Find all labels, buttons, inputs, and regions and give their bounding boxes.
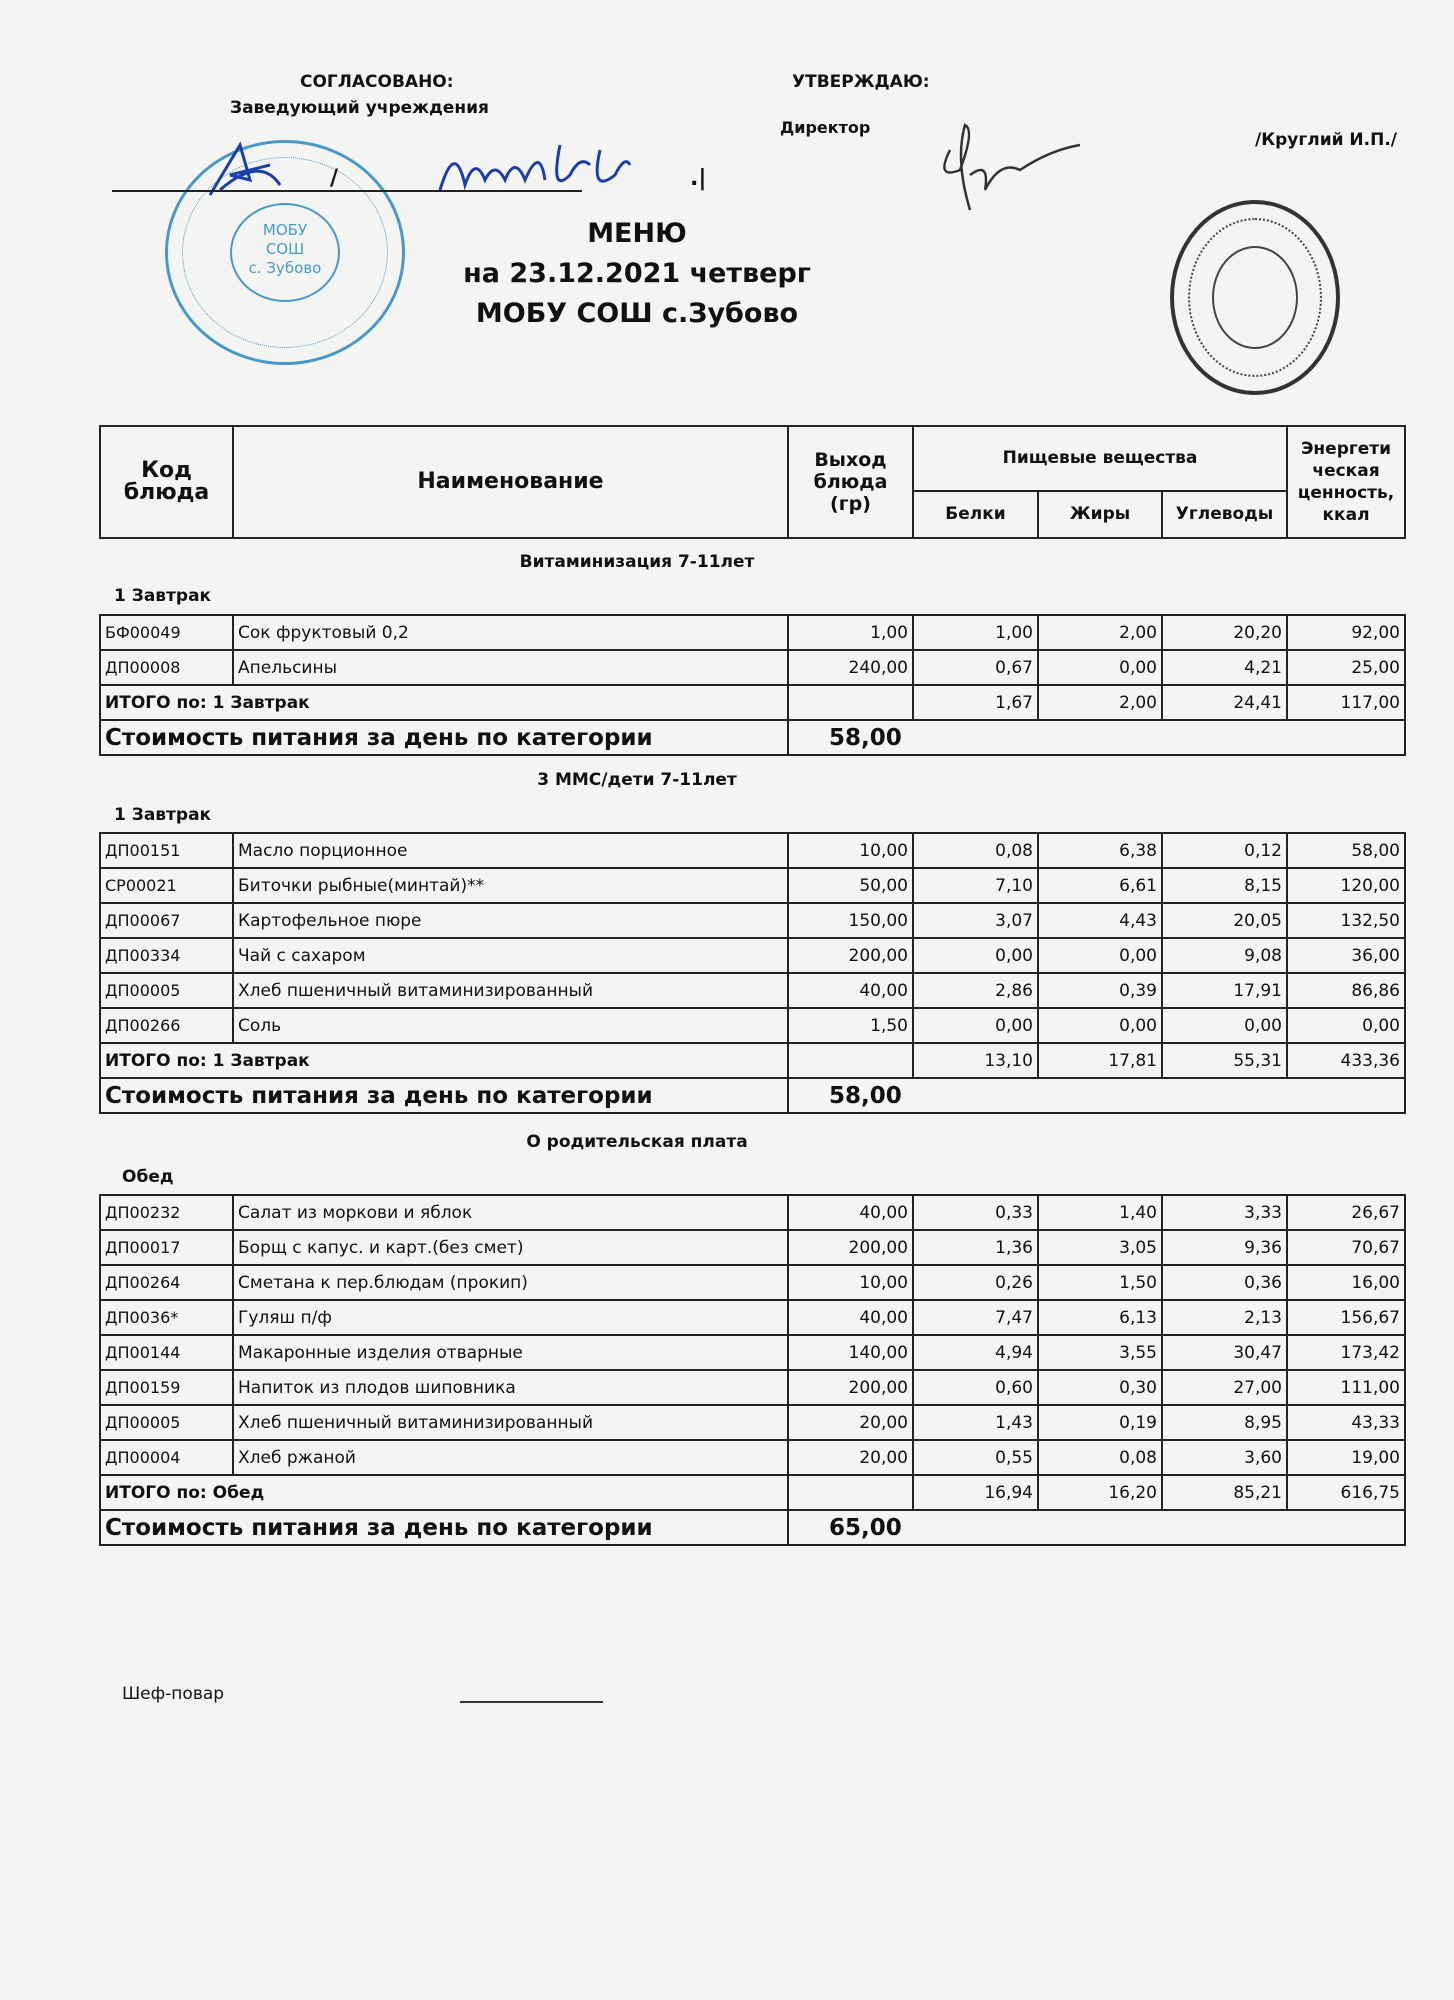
total-label: ИТОГО по: 1 Завтрак <box>100 685 788 720</box>
table-row <box>100 1008 1405 1043</box>
section-title: О родительская плата <box>526 1132 748 1152</box>
table-row <box>100 903 1405 938</box>
cell-fat: 1,50 <box>1038 1265 1162 1300</box>
cell-energy: 70,67 <box>1287 1230 1405 1265</box>
cell-code: ДП00005 <box>100 1405 233 1440</box>
stamp-line2: СОШ <box>265 240 305 258</box>
cell-fat: 1,40 <box>1038 1195 1162 1230</box>
header-fat: Жиры <box>1038 491 1162 538</box>
cell-name: Хлеб пшеничный витаминизированный <box>233 1405 788 1440</box>
cell-fat: 6,13 <box>1038 1300 1162 1335</box>
cost-value: 58,00 <box>788 720 1405 755</box>
cell-carbs: 3,60 <box>1162 1440 1287 1475</box>
meal-label: Обед <box>122 1167 174 1187</box>
cell-fat: 3,05 <box>1038 1230 1162 1265</box>
header-name: Наименование <box>233 426 788 538</box>
cell-name: Апельсины <box>233 650 788 685</box>
meal-label: 1 Завтрак <box>114 586 212 606</box>
table-row <box>100 1195 1405 1230</box>
cell-energy: 0,00 <box>1287 1008 1405 1043</box>
table-row <box>100 1300 1405 1335</box>
total-label: ИТОГО по: 1 Завтрак <box>100 1043 788 1078</box>
header-protein: Белки <box>913 491 1038 538</box>
cell-fat: 0,00 <box>1038 938 1162 973</box>
cell-code: ДП0036* <box>100 1300 233 1335</box>
cell-name: Хлеб ржаной <box>233 1440 788 1475</box>
page-title: МЕНЮ <box>587 218 687 249</box>
cell-yield: 40,00 <box>788 973 913 1008</box>
header-carbs: Углеводы <box>1162 491 1287 538</box>
cell-name: Сметана к пер.блюдам (прокип) <box>233 1265 788 1300</box>
cell-energy: 92,00 <box>1287 615 1405 650</box>
cell-carbs: 9,08 <box>1162 938 1287 973</box>
cell-code: ДП00334 <box>100 938 233 973</box>
cell-protein: 0,08 <box>913 833 1038 868</box>
cell-fat: 6,38 <box>1038 833 1162 868</box>
table-row <box>100 1440 1405 1475</box>
total-fat: 2,00 <box>1038 685 1162 720</box>
header-energy: Энергети ческая ценность, ккал <box>1287 426 1405 538</box>
cell-carbs: 30,47 <box>1162 1335 1287 1370</box>
total-row <box>100 1475 1405 1510</box>
cell-carbs: 0,36 <box>1162 1265 1287 1300</box>
cell-energy: 19,00 <box>1287 1440 1405 1475</box>
total-carbs: 85,21 <box>1162 1475 1287 1510</box>
cell-name: Биточки рыбные(минтай)** <box>233 868 788 903</box>
table-row <box>100 868 1405 903</box>
cell-fat: 0,08 <box>1038 1440 1162 1475</box>
cell-yield: 240,00 <box>788 650 913 685</box>
table-row <box>100 650 1405 685</box>
cell-carbs: 27,00 <box>1162 1370 1287 1405</box>
total-protein: 1,67 <box>913 685 1038 720</box>
cell-energy: 173,42 <box>1287 1335 1405 1370</box>
table-row <box>100 833 1405 868</box>
cell-name: Сок фруктовый 0,2 <box>233 615 788 650</box>
cell-energy: 120,00 <box>1287 868 1405 903</box>
cell-yield: 1,50 <box>788 1008 913 1043</box>
cost-label: Стоимость питания за день по категории <box>100 1078 788 1113</box>
cell-fat: 4,43 <box>1038 903 1162 938</box>
director-name: /Круглий И.П./ <box>1255 130 1398 150</box>
section-title: Витаминизация 7-11лет <box>519 552 755 572</box>
cost-row <box>100 720 1405 755</box>
cell-carbs: 17,91 <box>1162 973 1287 1008</box>
approve-position: Директор <box>780 118 871 137</box>
section-title: 3 ММС/дети 7-11лет <box>537 770 737 790</box>
approve-label: УТВЕРЖДАЮ: <box>792 72 930 92</box>
cell-protein: 0,60 <box>913 1370 1038 1405</box>
cell-code: ДП00266 <box>100 1008 233 1043</box>
cell-code: ДП00067 <box>100 903 233 938</box>
cell-energy: 132,50 <box>1287 903 1405 938</box>
cell-code: ДП00264 <box>100 1265 233 1300</box>
cell-name: Салат из моркови и яблок <box>233 1195 788 1230</box>
cell-name: Чай с сахаром <box>233 938 788 973</box>
cell-protein: 0,26 <box>913 1265 1038 1300</box>
cell-yield: 20,00 <box>788 1405 913 1440</box>
menu-date: на 23.12.2021 четверг <box>463 258 811 289</box>
cell-name: Гуляш п/ф <box>233 1300 788 1335</box>
cell-carbs: 3,33 <box>1162 1195 1287 1230</box>
cell-energy: 25,00 <box>1287 650 1405 685</box>
cell-energy: 36,00 <box>1287 938 1405 973</box>
cell-code: ДП00004 <box>100 1440 233 1475</box>
cell-protein: 0,33 <box>913 1195 1038 1230</box>
signature-separator: / <box>330 166 339 191</box>
cell-fat: 0,00 <box>1038 650 1162 685</box>
cell-yield: 40,00 <box>788 1195 913 1230</box>
cell-name: Напиток из плодов шиповника <box>233 1370 788 1405</box>
agreed-signature-line <box>112 190 582 192</box>
stamp-line1: МОБУ <box>262 221 308 239</box>
total-row <box>100 1043 1405 1078</box>
total-energy: 616,75 <box>1287 1475 1405 1510</box>
table-row <box>100 1405 1405 1440</box>
cell-fat: 0,00 <box>1038 1008 1162 1043</box>
cell-carbs: 9,36 <box>1162 1230 1287 1265</box>
cell-protein: 1,36 <box>913 1230 1038 1265</box>
stamp-line3: с. Зубово <box>248 259 322 277</box>
cell-code: ДП00232 <box>100 1195 233 1230</box>
cell-code: СР00021 <box>100 868 233 903</box>
cell-protein: 0,00 <box>913 938 1038 973</box>
cell-energy: 16,00 <box>1287 1265 1405 1300</box>
cell-protein: 2,86 <box>913 973 1038 1008</box>
cell-yield: 40,00 <box>788 1300 913 1335</box>
total-fat: 17,81 <box>1038 1043 1162 1078</box>
cell-energy: 111,00 <box>1287 1370 1405 1405</box>
cell-carbs: 20,20 <box>1162 615 1287 650</box>
cell-fat: 3,55 <box>1038 1335 1162 1370</box>
cell-energy: 26,67 <box>1287 1195 1405 1230</box>
cell-name: Масло порционное <box>233 833 788 868</box>
signature-end: .| <box>690 166 707 191</box>
header-nutrients: Пищевые вещества <box>913 426 1287 491</box>
table-row <box>100 938 1405 973</box>
table-row <box>100 973 1405 1008</box>
cell-fat: 0,19 <box>1038 1405 1162 1440</box>
cell-yield: 10,00 <box>788 1265 913 1300</box>
meal-label: 1 Завтрак <box>114 805 212 825</box>
cell-name: Макаронные изделия отварные <box>233 1335 788 1370</box>
school-name: МОБУ СОШ с.Зубово <box>475 298 799 329</box>
cell-carbs: 8,95 <box>1162 1405 1287 1440</box>
cell-carbs: 0,00 <box>1162 1008 1287 1043</box>
total-energy: 433,36 <box>1287 1043 1405 1078</box>
cell-yield: 50,00 <box>788 868 913 903</box>
cell-fat: 0,30 <box>1038 1370 1162 1405</box>
cell-name: Картофельное пюре <box>233 903 788 938</box>
cell-protein: 1,43 <box>913 1405 1038 1440</box>
total-fat: 16,20 <box>1038 1475 1162 1510</box>
cell-yield: 200,00 <box>788 1370 913 1405</box>
cell-name: Борщ с капус. и карт.(без смет) <box>233 1230 788 1265</box>
cell-protein: 4,94 <box>913 1335 1038 1370</box>
chef-signature-line <box>460 1701 603 1703</box>
cell-yield: 150,00 <box>788 903 913 938</box>
cell-code: ДП00008 <box>100 650 233 685</box>
signature-left-icon <box>200 135 320 205</box>
cell-carbs: 0,12 <box>1162 833 1287 868</box>
total-label: ИТОГО по: Обед <box>100 1475 788 1510</box>
table-row <box>100 1230 1405 1265</box>
cell-yield: 200,00 <box>788 938 913 973</box>
cost-row <box>100 1078 1405 1113</box>
cell-yield: 200,00 <box>788 1230 913 1265</box>
cell-code: ДП00159 <box>100 1370 233 1405</box>
total-protein: 13,10 <box>913 1043 1038 1078</box>
cell-protein: 1,00 <box>913 615 1038 650</box>
cell-name: Хлеб пшеничный витаминизированный <box>233 973 788 1008</box>
cell-energy: 58,00 <box>1287 833 1405 868</box>
cell-protein: 0,67 <box>913 650 1038 685</box>
total-carbs: 24,41 <box>1162 685 1287 720</box>
total-row <box>100 685 1405 720</box>
header-code: Код блюда <box>100 426 233 538</box>
menu-table-section-2 <box>99 832 1406 1114</box>
cost-label: Стоимость питания за день по категории <box>100 720 788 755</box>
cell-fat: 0,39 <box>1038 973 1162 1008</box>
cell-code: ДП00005 <box>100 973 233 1008</box>
cell-fat: 2,00 <box>1038 615 1162 650</box>
cell-protein: 0,00 <box>913 1008 1038 1043</box>
table-row <box>100 615 1405 650</box>
cell-yield: 140,00 <box>788 1335 913 1370</box>
menu-table-section-1 <box>99 614 1406 756</box>
cell-protein: 7,47 <box>913 1300 1038 1335</box>
total-energy: 117,00 <box>1287 685 1405 720</box>
menu-table-header <box>99 425 1406 539</box>
cell-energy: 156,67 <box>1287 1300 1405 1335</box>
cell-code: ДП00151 <box>100 833 233 868</box>
agreed-position: Заведующий учреждения <box>230 98 489 118</box>
cell-energy: 86,86 <box>1287 973 1405 1008</box>
cell-code: ДП00144 <box>100 1335 233 1370</box>
menu-table-section-3 <box>99 1194 1406 1546</box>
cell-code: БФ00049 <box>100 615 233 650</box>
cost-value: 65,00 <box>788 1510 1405 1545</box>
cell-carbs: 4,21 <box>1162 650 1287 685</box>
total-protein: 16,94 <box>913 1475 1038 1510</box>
total-carbs: 55,31 <box>1162 1043 1287 1078</box>
cell-name: Соль <box>233 1008 788 1043</box>
signature-agreed-icon <box>430 135 660 205</box>
cost-row <box>100 1510 1405 1545</box>
table-row <box>100 1370 1405 1405</box>
cost-label: Стоимость питания за день по категории <box>100 1510 788 1545</box>
table-row <box>100 1265 1405 1300</box>
cost-value: 58,00 <box>788 1078 1405 1113</box>
cell-carbs: 8,15 <box>1162 868 1287 903</box>
cell-carbs: 20,05 <box>1162 903 1287 938</box>
cell-carbs: 2,13 <box>1162 1300 1287 1335</box>
cell-fat: 6,61 <box>1038 868 1162 903</box>
cell-code: ДП00017 <box>100 1230 233 1265</box>
header-yield: Выход блюда (гр) <box>788 426 913 538</box>
cell-yield: 1,00 <box>788 615 913 650</box>
cell-yield: 20,00 <box>788 1440 913 1475</box>
table-row <box>100 1335 1405 1370</box>
agreed-label: СОГЛАСОВАНО: <box>300 72 454 92</box>
cell-energy: 43,33 <box>1287 1405 1405 1440</box>
cell-yield: 10,00 <box>788 833 913 868</box>
chef-label: Шеф-повар <box>122 1684 225 1704</box>
cell-protein: 3,07 <box>913 903 1038 938</box>
signature-director-icon <box>930 120 1100 220</box>
cell-protein: 7,10 <box>913 868 1038 903</box>
cell-protein: 0,55 <box>913 1440 1038 1475</box>
